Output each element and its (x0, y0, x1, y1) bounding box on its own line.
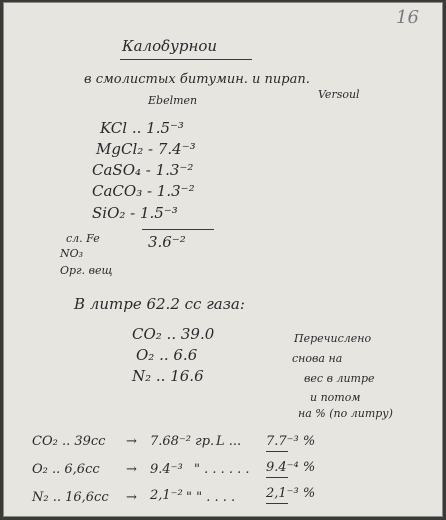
percent-underline (266, 477, 288, 478)
conversion-percent: 9.4⁻⁴ % (266, 460, 316, 475)
sum-rule (142, 229, 214, 230)
composition-line: CaSO₄ - 1.3⁻² (92, 161, 194, 179)
right-note-line: снова на (292, 352, 343, 365)
side-note: Орг. вещ (60, 264, 113, 277)
arrow-icon: → (126, 490, 137, 505)
right-note-line: и потом (310, 391, 361, 404)
side-note: NO₃ (60, 247, 84, 260)
conversion-percent: 2,1⁻³ % (266, 486, 316, 501)
side-note: сл. Fe (66, 232, 100, 245)
gas-line: CO₂ .. 39.0 (132, 325, 215, 343)
percent-underline (266, 503, 288, 504)
composition-line: CaCO₃ - 1.3⁻² (92, 182, 195, 200)
page-title: Калоδурнои (122, 37, 218, 55)
gas-line: O₂ .. 6.6 (136, 346, 198, 364)
right-note-line: вес в литре (304, 372, 375, 385)
percent-underline (266, 451, 288, 452)
subtitle: в смолиcтых битумин. и пирап. (84, 72, 310, 87)
analyst-left: Ebelmen (148, 94, 198, 107)
conversion-marks: " " . . . . (186, 490, 236, 505)
gas-line: N₂ .. 16.6 (132, 367, 204, 385)
right-note-line: на % (по литру) (298, 407, 393, 420)
right-note-line: Перечислено (294, 332, 372, 345)
conversion-marks: L ... (216, 434, 242, 449)
conversion-gas: N₂ .. 16,6cc (32, 490, 109, 505)
conversion-marks: " . . . . . . (194, 462, 250, 477)
gas-header: В литре 62.2 cc газа: (74, 295, 245, 313)
conversion-value: 7.68⁻² гр. (150, 434, 215, 449)
conversion-gas: O₂ .. 6,6cc (32, 462, 100, 477)
arrow-icon: → (126, 434, 137, 449)
composition-line: SiO₂ - 1.5⁻³ (92, 204, 178, 222)
conversion-value: 9.4⁻³ (150, 462, 183, 477)
conversion-percent: 7.7⁻³ % (266, 434, 316, 449)
composition-total: 3.6⁻² (148, 233, 186, 251)
composition-line: MgCl₂ - 7.4⁻³ (96, 140, 196, 158)
conversion-value: 2,1⁻² (150, 488, 183, 503)
title-underline (120, 59, 252, 60)
analyst-right: Versoul (318, 88, 360, 101)
composition-line: KCl .. 1.5⁻³ (100, 119, 184, 137)
conversion-gas: CO₂ .. 39cc (32, 434, 106, 449)
manuscript-page (3, 2, 443, 517)
arrow-icon: → (126, 462, 137, 477)
page-number: 16 (396, 7, 419, 28)
